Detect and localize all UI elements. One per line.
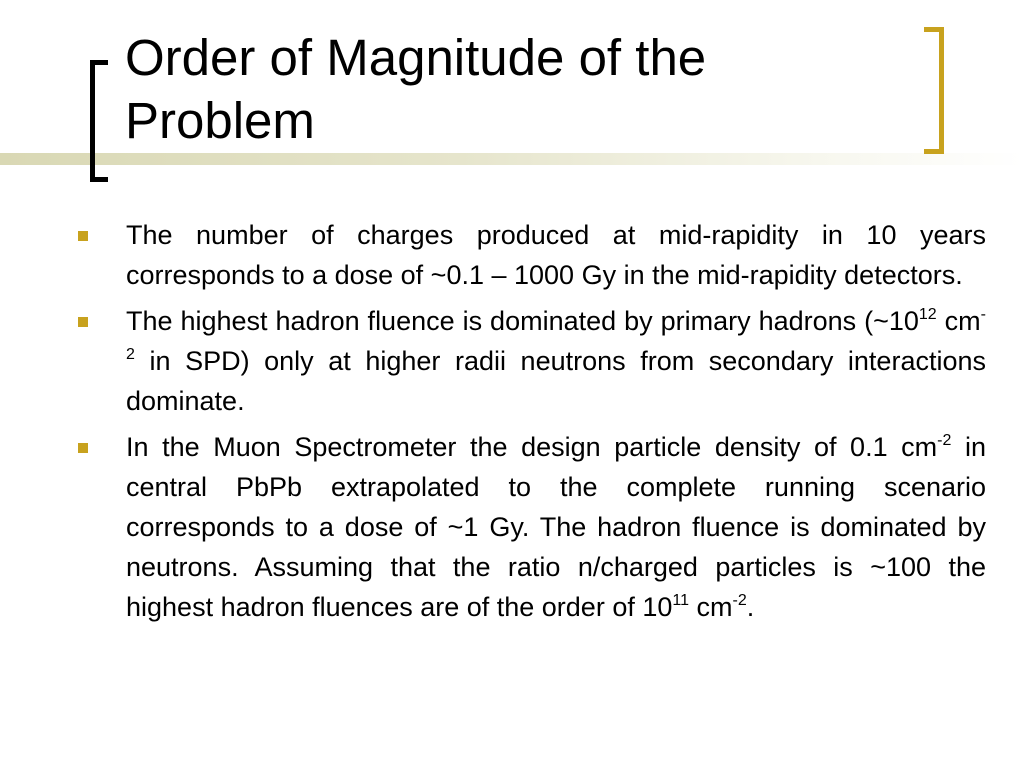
bullet-text-segment: in central PbPb extrapolated to the complete running scenario corresponds to a dose of ~1 Gy. The hadron fluence is dominated by neutrons. Assuming that the ratio n/charged particles is ~100 the highest hadron fluences are of the order of 10: [126, 432, 986, 622]
bullet-text-segment: In the Muon Spectrometer the design particle density of 0.1 cm: [126, 432, 938, 462]
bullet-text-segment: The highest hadron fluence is dominated by primary hadrons (~10: [126, 306, 919, 336]
right-bracket-decoration: [924, 27, 944, 154]
bullet-text-segment: cm: [688, 592, 733, 622]
bullet-text-segment: cm: [936, 306, 981, 336]
bullet-item: [78, 215, 986, 295]
bullet-text-segment: in SPD) only at higher radii neutrons from secondary interactions dominate.: [126, 346, 986, 416]
superscript-exponent: -2: [126, 306, 986, 363]
bullet-text-segment: .: [746, 592, 755, 622]
square-bullet-icon: [78, 443, 88, 453]
superscript-exponent: -2: [732, 592, 747, 609]
bullet-text: [126, 427, 986, 627]
superscript-exponent: 11: [672, 592, 689, 609]
bullet-item: [78, 301, 986, 421]
square-bullet-icon: [78, 231, 88, 241]
bullet-list: [78, 215, 986, 633]
bullet-item: [78, 427, 986, 627]
superscript-exponent: -2: [937, 432, 952, 449]
slide-title-line-2: Problem: [125, 92, 315, 149]
superscript-exponent: 12: [918, 306, 937, 323]
title-underline-band: [0, 153, 1023, 165]
slide-title-line-1: Order of Magnitude of the: [125, 29, 707, 86]
bullet-text-segment: The number of charges produced at mid-rapidity in 10 years corresponds to a dose of ~0.1 – 1000 Gy in the mid-rapidity detectors.: [126, 220, 986, 290]
bullet-text: [126, 301, 986, 421]
square-bullet-icon: [78, 317, 88, 327]
left-bracket-decoration: [90, 60, 108, 182]
slide-title: [125, 26, 905, 152]
bullet-text: [126, 215, 986, 295]
